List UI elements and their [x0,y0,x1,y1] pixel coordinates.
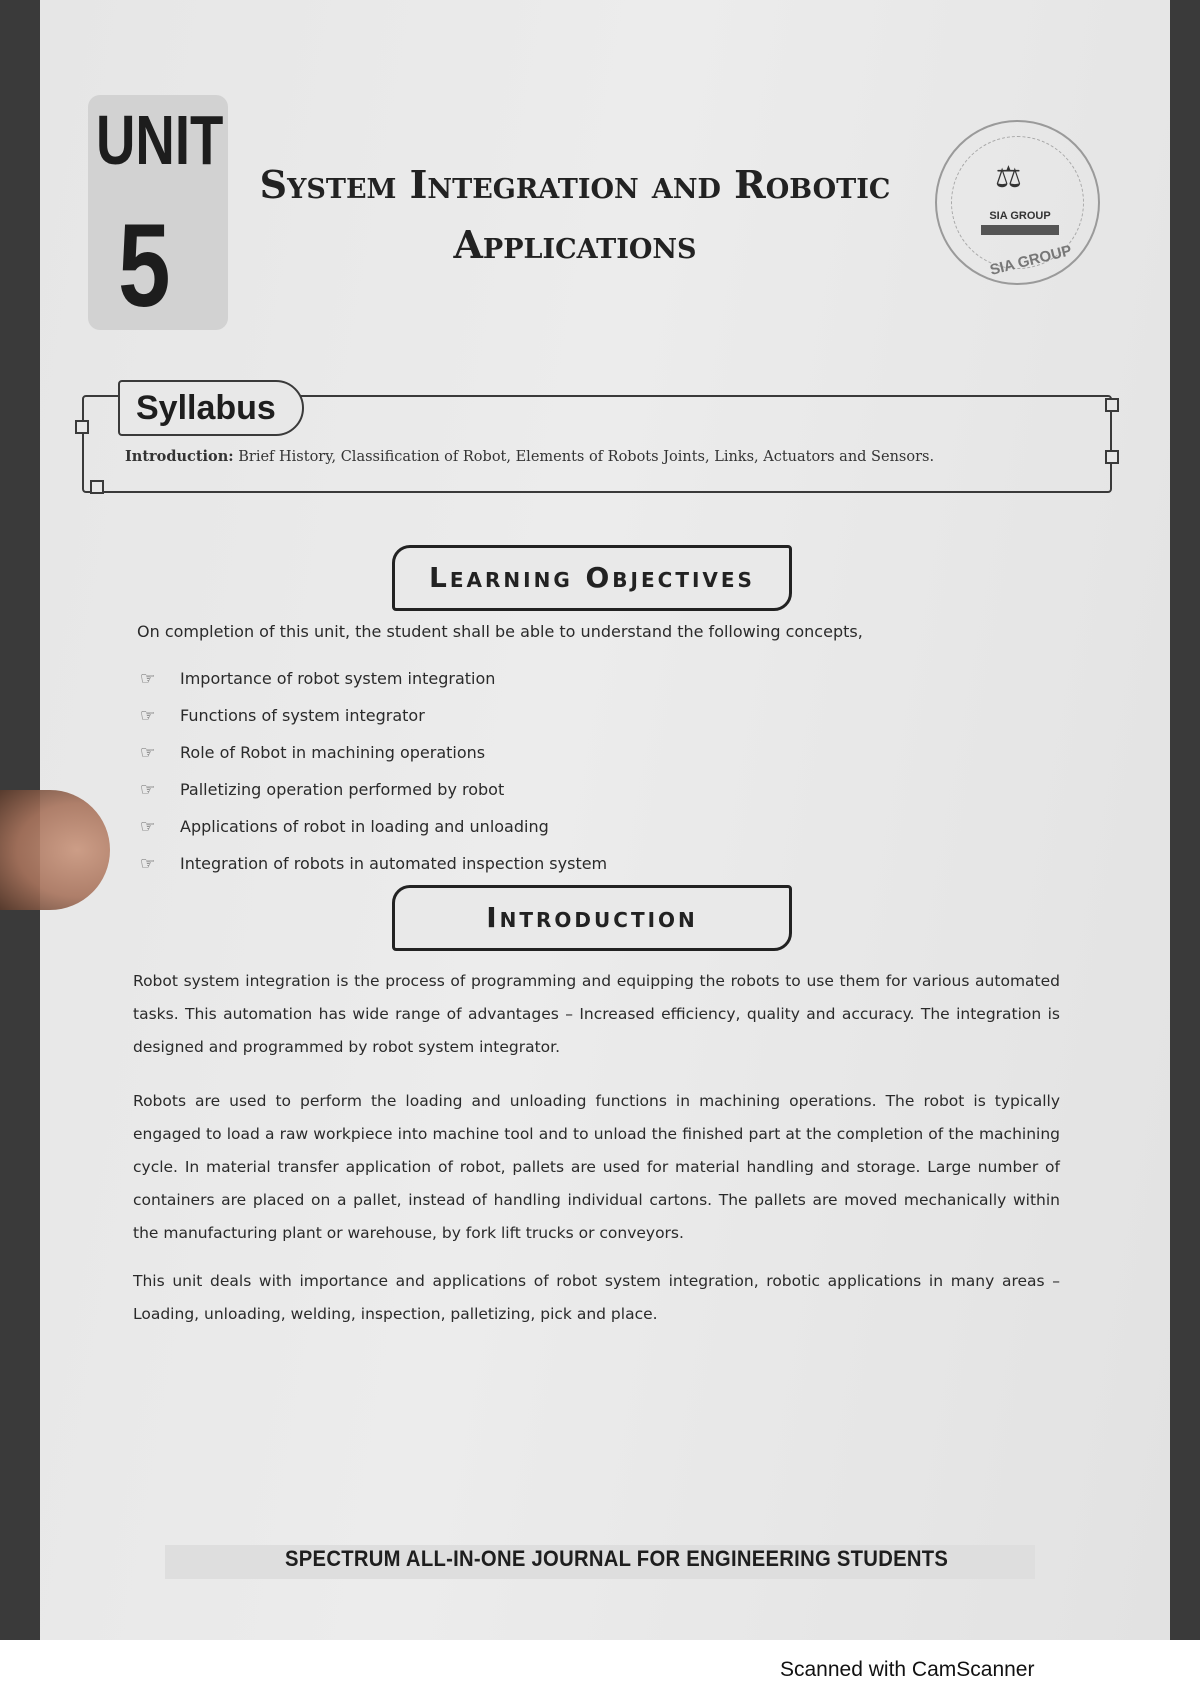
list-item [140,660,607,697]
list-item [140,808,607,845]
syllabus-tab: Syllabus [118,380,304,436]
objective-text: Role of Robot in machining operations [180,743,486,762]
objectives-intro: On completion of this unit, the student shall be able to understand the following concepts, [137,622,863,641]
list-item [140,734,607,771]
pointing-hand-icon: ☞ [140,705,156,726]
seal-ring-text: SIA GROUP [988,242,1074,279]
pointing-hand-icon: ☞ [140,779,156,800]
objective-text: Functions of system integrator [180,706,425,725]
syllabus-text [125,448,934,465]
introduction-heading: Introduction [392,885,792,951]
unit-number: 5 [118,200,171,332]
corner-ornament [1105,398,1119,412]
pointing-hand-icon: ☞ [140,742,156,763]
journal-footer: SPECTRUM ALL-IN-ONE JOURNAL FOR ENGINEERING STUDENTS [285,1546,949,1571]
scales-icon: ⚖ [995,160,1022,195]
objective-text: Applications of robot in loading and unloading [180,817,549,836]
list-item [140,697,607,734]
pointing-hand-icon: ☞ [140,853,156,874]
scanner-watermark: Scanned with CamScanner [780,1658,1035,1681]
corner-ornament [90,480,104,494]
objective-text: Palletizing operation performed by robot [180,780,505,799]
page-title [245,155,905,275]
corner-ornament [75,420,89,434]
publisher-seal [935,120,1100,285]
list-item [140,845,607,882]
pointing-hand-icon: ☞ [140,668,156,689]
learning-objectives-heading: Learning Objectives [392,545,792,611]
title-line-1: System Integration and Robotic [259,162,891,207]
pointing-hand-icon: ☞ [140,816,156,837]
title-line-2: Applications [453,222,697,267]
syllabus-content: Brief History, Classification of Robot, Elements of Robots Joints, Links, Actuators and Sensors. [238,449,935,465]
seal-label: SIA GROUP [989,210,1051,222]
objectives-list [140,660,607,882]
objective-text: Integration of robots in automated inspection system [180,854,608,873]
list-item [140,771,607,808]
corner-ornament [1105,450,1119,464]
intro-paragraph-1: Robot system integration is the process of programming and equipping the robots to use them for various automated tasks. This automation has wide range of advantages – Increased efficiency, quality and accuracy. The integration is designed and programmed by robot system integrator. [133,972,1060,1056]
intro-paragraph-2: Robots are used to perform the loading and unloading functions in machining operations. The robot is typically engaged to load a raw workpiece into machine tool and to unload the finished part at the completion of the machining cycle. In material transfer application of robot, pallets are used for material handling and storage. Large number of containers are placed on a pallet, instead of handling individual cartons. The pallets are moved mechanically within the manufacturing plant or warehouse, by fork lift trucks or conveyors. [133,1092,1060,1242]
syllabus-lead: Introduction: [125,448,234,465]
unit-label: UNIT [96,101,224,179]
objective-text: Importance of robot system integration [180,669,496,688]
intro-paragraph-3: This unit deals with importance and applications of robot system integration, robotic applications in many areas – Loading, unloading, welding, inspection, palletizing, pick and place. [133,1272,1060,1323]
seal-bar [981,225,1059,235]
